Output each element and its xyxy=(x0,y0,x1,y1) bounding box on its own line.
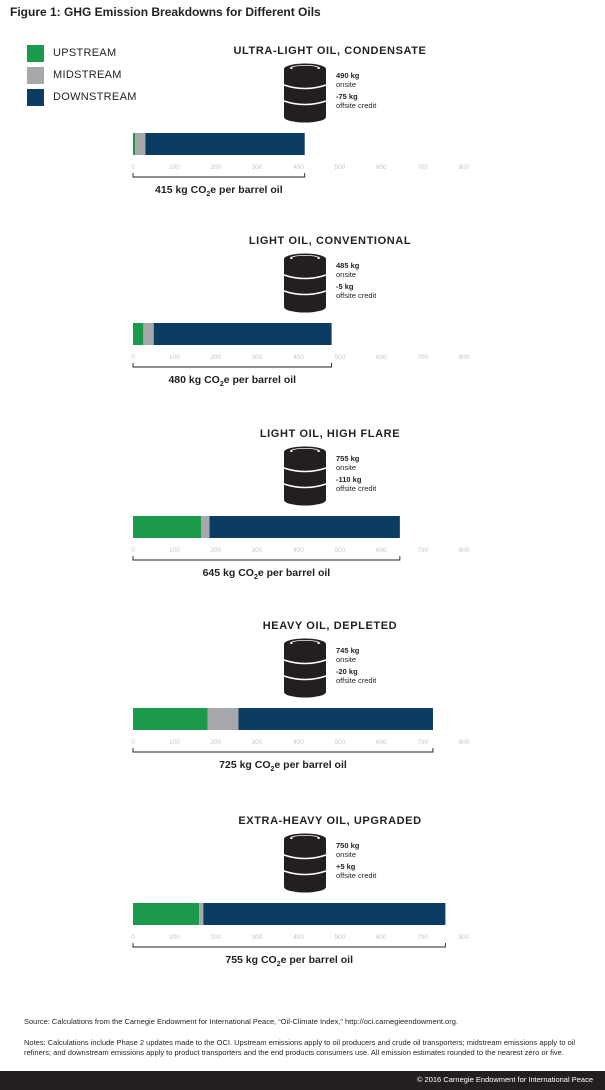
panel-title: LIGHT OIL, CONVENTIONAL xyxy=(248,235,412,247)
net-total-label xyxy=(112,374,352,388)
notes: Notes: Calculations include Phase 2 updates made to the OCI. Upstream emissions apply to oil producers and crude oil transporters; midstream emissions apply to oil refiners; and downstream emissions apply to product transporters and the end products consumers use. All emission estimates rounded to the nearest zero or five. xyxy=(24,1038,576,1057)
bar-segment-upstream xyxy=(133,133,135,155)
figure-title: Figure 1: GHG Emission Breakdowns for Different Oils xyxy=(10,5,321,19)
axis-tick-label: 400 xyxy=(293,934,304,941)
net-total-value: 415 xyxy=(155,184,176,196)
bar-segment-upstream xyxy=(133,708,207,730)
bar-segment-downstream xyxy=(145,133,304,155)
axis-tick-label: 700 xyxy=(417,547,429,554)
axis-tick-label: 0 xyxy=(131,164,135,171)
axis-tick-label: 0 xyxy=(131,547,135,554)
net-total-unit-suffix: e per barrel oil xyxy=(280,954,353,966)
net-total-unit: kg CO xyxy=(245,954,277,966)
panel-title: LIGHT OIL, HIGH FLARE xyxy=(259,428,401,440)
axis-tick-label: 100 xyxy=(168,934,180,941)
axis-tick-label: 700 xyxy=(417,739,429,746)
bar-segment-upstream xyxy=(133,323,143,345)
barrel-icon xyxy=(282,63,328,128)
total-bracket xyxy=(133,173,305,177)
panel-title: EXTRA-HEAVY OIL, UPGRADED xyxy=(238,815,422,827)
bar-segment-midstream xyxy=(201,516,209,538)
net-total-unit-suffix: e per barrel oil xyxy=(223,374,297,386)
net-total-unit: kg CO xyxy=(188,374,220,386)
axis-tick-label: 200 xyxy=(210,934,222,941)
offsite-credit-value: -110 kg xyxy=(336,475,362,484)
copyright: © 2016 Carnegie Endowment for International Peace xyxy=(416,1075,593,1084)
net-total-value: 725 xyxy=(219,759,240,771)
axis-tick-label: 700 xyxy=(417,934,429,941)
bar-segment-upstream xyxy=(133,903,199,925)
offsite-credit-value: +5 kg xyxy=(336,862,356,871)
net-total-unit: kg CO xyxy=(175,184,207,196)
legend-label-upstream: UPSTREAM xyxy=(53,47,117,59)
offsite-credit-label: offsite credit xyxy=(336,101,377,110)
axis-tick-label: 200 xyxy=(210,354,222,361)
offsite-credit-label: offsite credit xyxy=(336,291,377,300)
axis-tick-label: 500 xyxy=(334,739,346,746)
axis-tick-label: 800 xyxy=(458,739,470,746)
bar-segment-midstream xyxy=(143,323,153,345)
legend-label-downstream: DOWNSTREAM xyxy=(53,91,137,103)
bar-segment-midstream xyxy=(135,133,145,155)
bar-segment-upstream xyxy=(133,516,201,538)
barrel-icon xyxy=(282,253,328,318)
axis-tick-label: 300 xyxy=(251,547,263,554)
axis-tick-label: 300 xyxy=(251,354,263,361)
axis-tick-label: 500 xyxy=(334,164,346,171)
axis-tick-label: 700 xyxy=(417,164,429,171)
total-bracket xyxy=(133,556,400,560)
axis-tick-label: 100 xyxy=(168,164,180,171)
net-total-unit-suffix: e per barrel oil xyxy=(257,567,331,579)
net-total-value: 480 xyxy=(168,374,189,386)
net-total-label xyxy=(169,954,409,968)
net-total-unit-subscript: 2 xyxy=(270,766,275,774)
axis-tick-label: 300 xyxy=(251,739,263,746)
axis-tick-label: 200 xyxy=(210,547,222,554)
axis-tick-label: 600 xyxy=(375,547,387,554)
bar-segment-midstream xyxy=(207,708,238,730)
axis-tick-label: 100 xyxy=(168,739,180,746)
onsite-label: onsite xyxy=(336,270,357,279)
axis-tick-label: 600 xyxy=(375,934,387,941)
net-total-label xyxy=(163,759,403,773)
net-total-unit-subscript: 2 xyxy=(206,191,211,199)
onsite-value: 485 kg xyxy=(336,261,360,270)
offsite-credit-value: -5 kg xyxy=(336,282,354,291)
axis-tick-label: 400 xyxy=(293,547,304,554)
offsite-credit-value: -75 kg xyxy=(336,92,358,101)
offsite-credit-label: offsite credit xyxy=(336,676,377,685)
source-note: Source: Calculations from the Carnegie Endowment for International Peace, “Oil-Climate Index,” http://oci.carnegieendowment.org. xyxy=(24,1017,458,1026)
axis-tick-label: 500 xyxy=(334,547,346,554)
total-bracket xyxy=(133,363,332,367)
axis-tick-label: 0 xyxy=(131,354,135,361)
onsite-value: 745 kg xyxy=(336,646,360,655)
net-total-unit-subscript: 2 xyxy=(219,381,224,389)
axis-tick-label: 400 xyxy=(293,354,304,361)
axis-tick-label: 800 xyxy=(458,354,470,361)
offsite-credit-label: offsite credit xyxy=(336,484,377,493)
legend-swatch-downstream xyxy=(27,89,44,106)
barrel-icon xyxy=(282,446,328,511)
footer xyxy=(0,1071,605,1090)
axis-tick-label: 100 xyxy=(168,354,180,361)
offsite-credit-label: offsite credit xyxy=(336,871,377,880)
axis-tick-label: 300 xyxy=(251,934,263,941)
bar-segment-downstream xyxy=(154,323,332,345)
offsite-credit-value: -20 kg xyxy=(336,667,358,676)
legend-swatch-midstream xyxy=(27,67,44,84)
net-total-value: 645 xyxy=(202,567,224,579)
axis-tick-label: 100 xyxy=(168,547,180,554)
axis-tick-label: 400 xyxy=(293,739,304,746)
legend-item-downstream xyxy=(27,86,137,108)
axis-tick-label: 800 xyxy=(458,934,470,941)
net-total-unit: kg CO xyxy=(223,567,254,579)
axis-tick-label: 0 xyxy=(131,739,135,746)
net-total-label xyxy=(146,567,386,581)
onsite-value: 490 kg xyxy=(336,71,360,80)
legend-label-midstream: MIDSTREAM xyxy=(53,69,122,81)
net-total-unit: kg CO xyxy=(239,759,271,771)
panel-title: HEAVY OIL, DEPLETED xyxy=(262,620,398,632)
onsite-value: 755 kg xyxy=(336,454,360,463)
net-total-unit-subscript: 2 xyxy=(276,961,281,969)
bar-segment-downstream xyxy=(210,516,400,538)
net-total-unit-suffix: e per barrel oil xyxy=(274,759,347,771)
axis-tick-label: 500 xyxy=(334,354,346,361)
axis-tick-label: 500 xyxy=(334,934,346,941)
onsite-label: onsite xyxy=(336,850,357,859)
legend-item-midstream xyxy=(27,64,137,86)
axis-tick-label: 700 xyxy=(417,354,429,361)
onsite-value: 750 kg xyxy=(336,841,360,850)
bar-segment-downstream xyxy=(239,708,433,730)
bar-segment-downstream xyxy=(203,903,445,925)
net-total-value: 755 xyxy=(225,954,246,966)
axis-tick-label: 800 xyxy=(458,164,470,171)
onsite-label: onsite xyxy=(336,80,357,89)
total-bracket xyxy=(133,748,433,752)
net-total-unit-subscript: 2 xyxy=(253,574,258,582)
bar-segment-midstream xyxy=(199,903,203,925)
net-total-unit-suffix: e per barrel oil xyxy=(210,184,283,196)
axis-tick-label: 0 xyxy=(131,934,135,941)
panel-title: ULTRA-LIGHT OIL, CONDENSATE xyxy=(233,45,427,57)
axis-tick-label: 800 xyxy=(458,547,470,554)
barrel-icon xyxy=(282,638,328,703)
axis-tick-label: 300 xyxy=(251,164,263,171)
axis-tick-label: 600 xyxy=(375,164,387,171)
barrel-icon xyxy=(282,833,328,898)
axis-tick-label: 200 xyxy=(210,739,222,746)
net-total-label xyxy=(99,184,339,198)
axis-tick-label: 600 xyxy=(375,739,387,746)
axis-tick-label: 600 xyxy=(375,354,387,361)
axis-tick-label: 400 xyxy=(293,164,304,171)
total-bracket xyxy=(133,943,445,947)
onsite-label: onsite xyxy=(336,655,357,664)
onsite-label: onsite xyxy=(336,463,357,472)
axis-tick-label: 200 xyxy=(210,164,222,171)
